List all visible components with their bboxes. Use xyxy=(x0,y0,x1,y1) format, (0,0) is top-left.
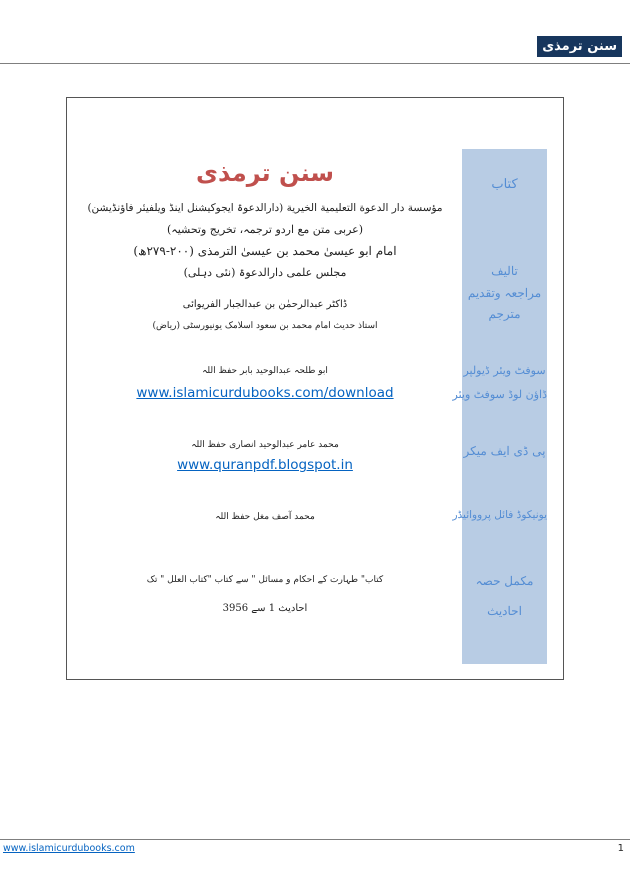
hadith-range-line: احادیث 1 سے 3956 xyxy=(222,603,308,614)
sidebar-label-book: کتاب xyxy=(491,177,518,192)
book-scope-line: کتاب" طہارت کے احکام و مسائل " سے کتاب "کتاب العلل " تک xyxy=(146,575,384,585)
unicode-provider-name: محمد آصف مغل حفظ اللہ xyxy=(215,512,315,522)
footer-divider xyxy=(0,839,630,840)
title-page-frame xyxy=(66,97,564,680)
label-sidebar xyxy=(452,149,547,664)
page-number: 1 xyxy=(617,843,624,854)
sidebar-label-unicode-provider: یونیکوڈ فائل پرووائیڈر xyxy=(452,509,547,521)
sidebar-label-complete-part: مکمل حصہ xyxy=(475,574,534,588)
format-line: (عربی متن مع اردو ترجمہ، تخریج وتحشیہ) xyxy=(166,223,364,236)
sidebar-label-download-software: ڈاؤن لوڈ سوفٹ ویئر xyxy=(452,388,547,401)
sidebar-label-review: مراجعہ وتقدیم xyxy=(467,286,542,300)
header-divider xyxy=(0,63,630,64)
software-developer-name: ابو طلحہ عبدالوحید بابر حفظ اللہ xyxy=(202,366,328,376)
author-line: امام ابو عیسیٰ محمد بن عیسیٰ الترمذی (۲۰۰-۲۷۹ھ) xyxy=(133,244,397,258)
sidebar-label-translator: مترجم xyxy=(488,307,521,321)
translator-name: ڈاکٹر عبدالرحمٰن بن عبدالجبار الفریوائی xyxy=(182,299,348,310)
download-link[interactable]: www.islamicurdubooks.com/download xyxy=(136,385,394,401)
sidebar-label-software-developer: سوفٹ ویئر ڈیولپر xyxy=(463,364,546,377)
sidebar-label-pdf-maker: پی ڈی ایف میکر xyxy=(463,444,546,458)
footer-website-link[interactable]: www.islamicurdubooks.com xyxy=(3,843,135,854)
title-page-content xyxy=(73,149,457,664)
review-line: مجلس علمی دارالدعوۃ (نئی دہلی) xyxy=(183,266,347,279)
sidebar-label-author: تالیف xyxy=(491,264,518,278)
sidebar-label-hadith: احادیث xyxy=(487,604,522,618)
pdf-blog-link[interactable]: www.quranpdf.blogspot.in xyxy=(177,457,353,473)
translator-title: استاذ حدیث امام محمد بن سعود اسلامک یونیورسٹی (ریاض) xyxy=(152,321,378,331)
publisher-line: مؤسسة دار الدعوة التعليمية الخيرية (دارالدعوۃ ایجوکیشنل اینڈ ویلفیئر فاؤنڈیشن) xyxy=(87,202,443,214)
pdf-maker-name: محمد عامر عبدالوحید انصاری حفظ اللہ xyxy=(191,440,339,450)
book-title: سنن ترمذی xyxy=(195,159,334,187)
header-title-badge: سنن ترمذی xyxy=(537,36,622,57)
